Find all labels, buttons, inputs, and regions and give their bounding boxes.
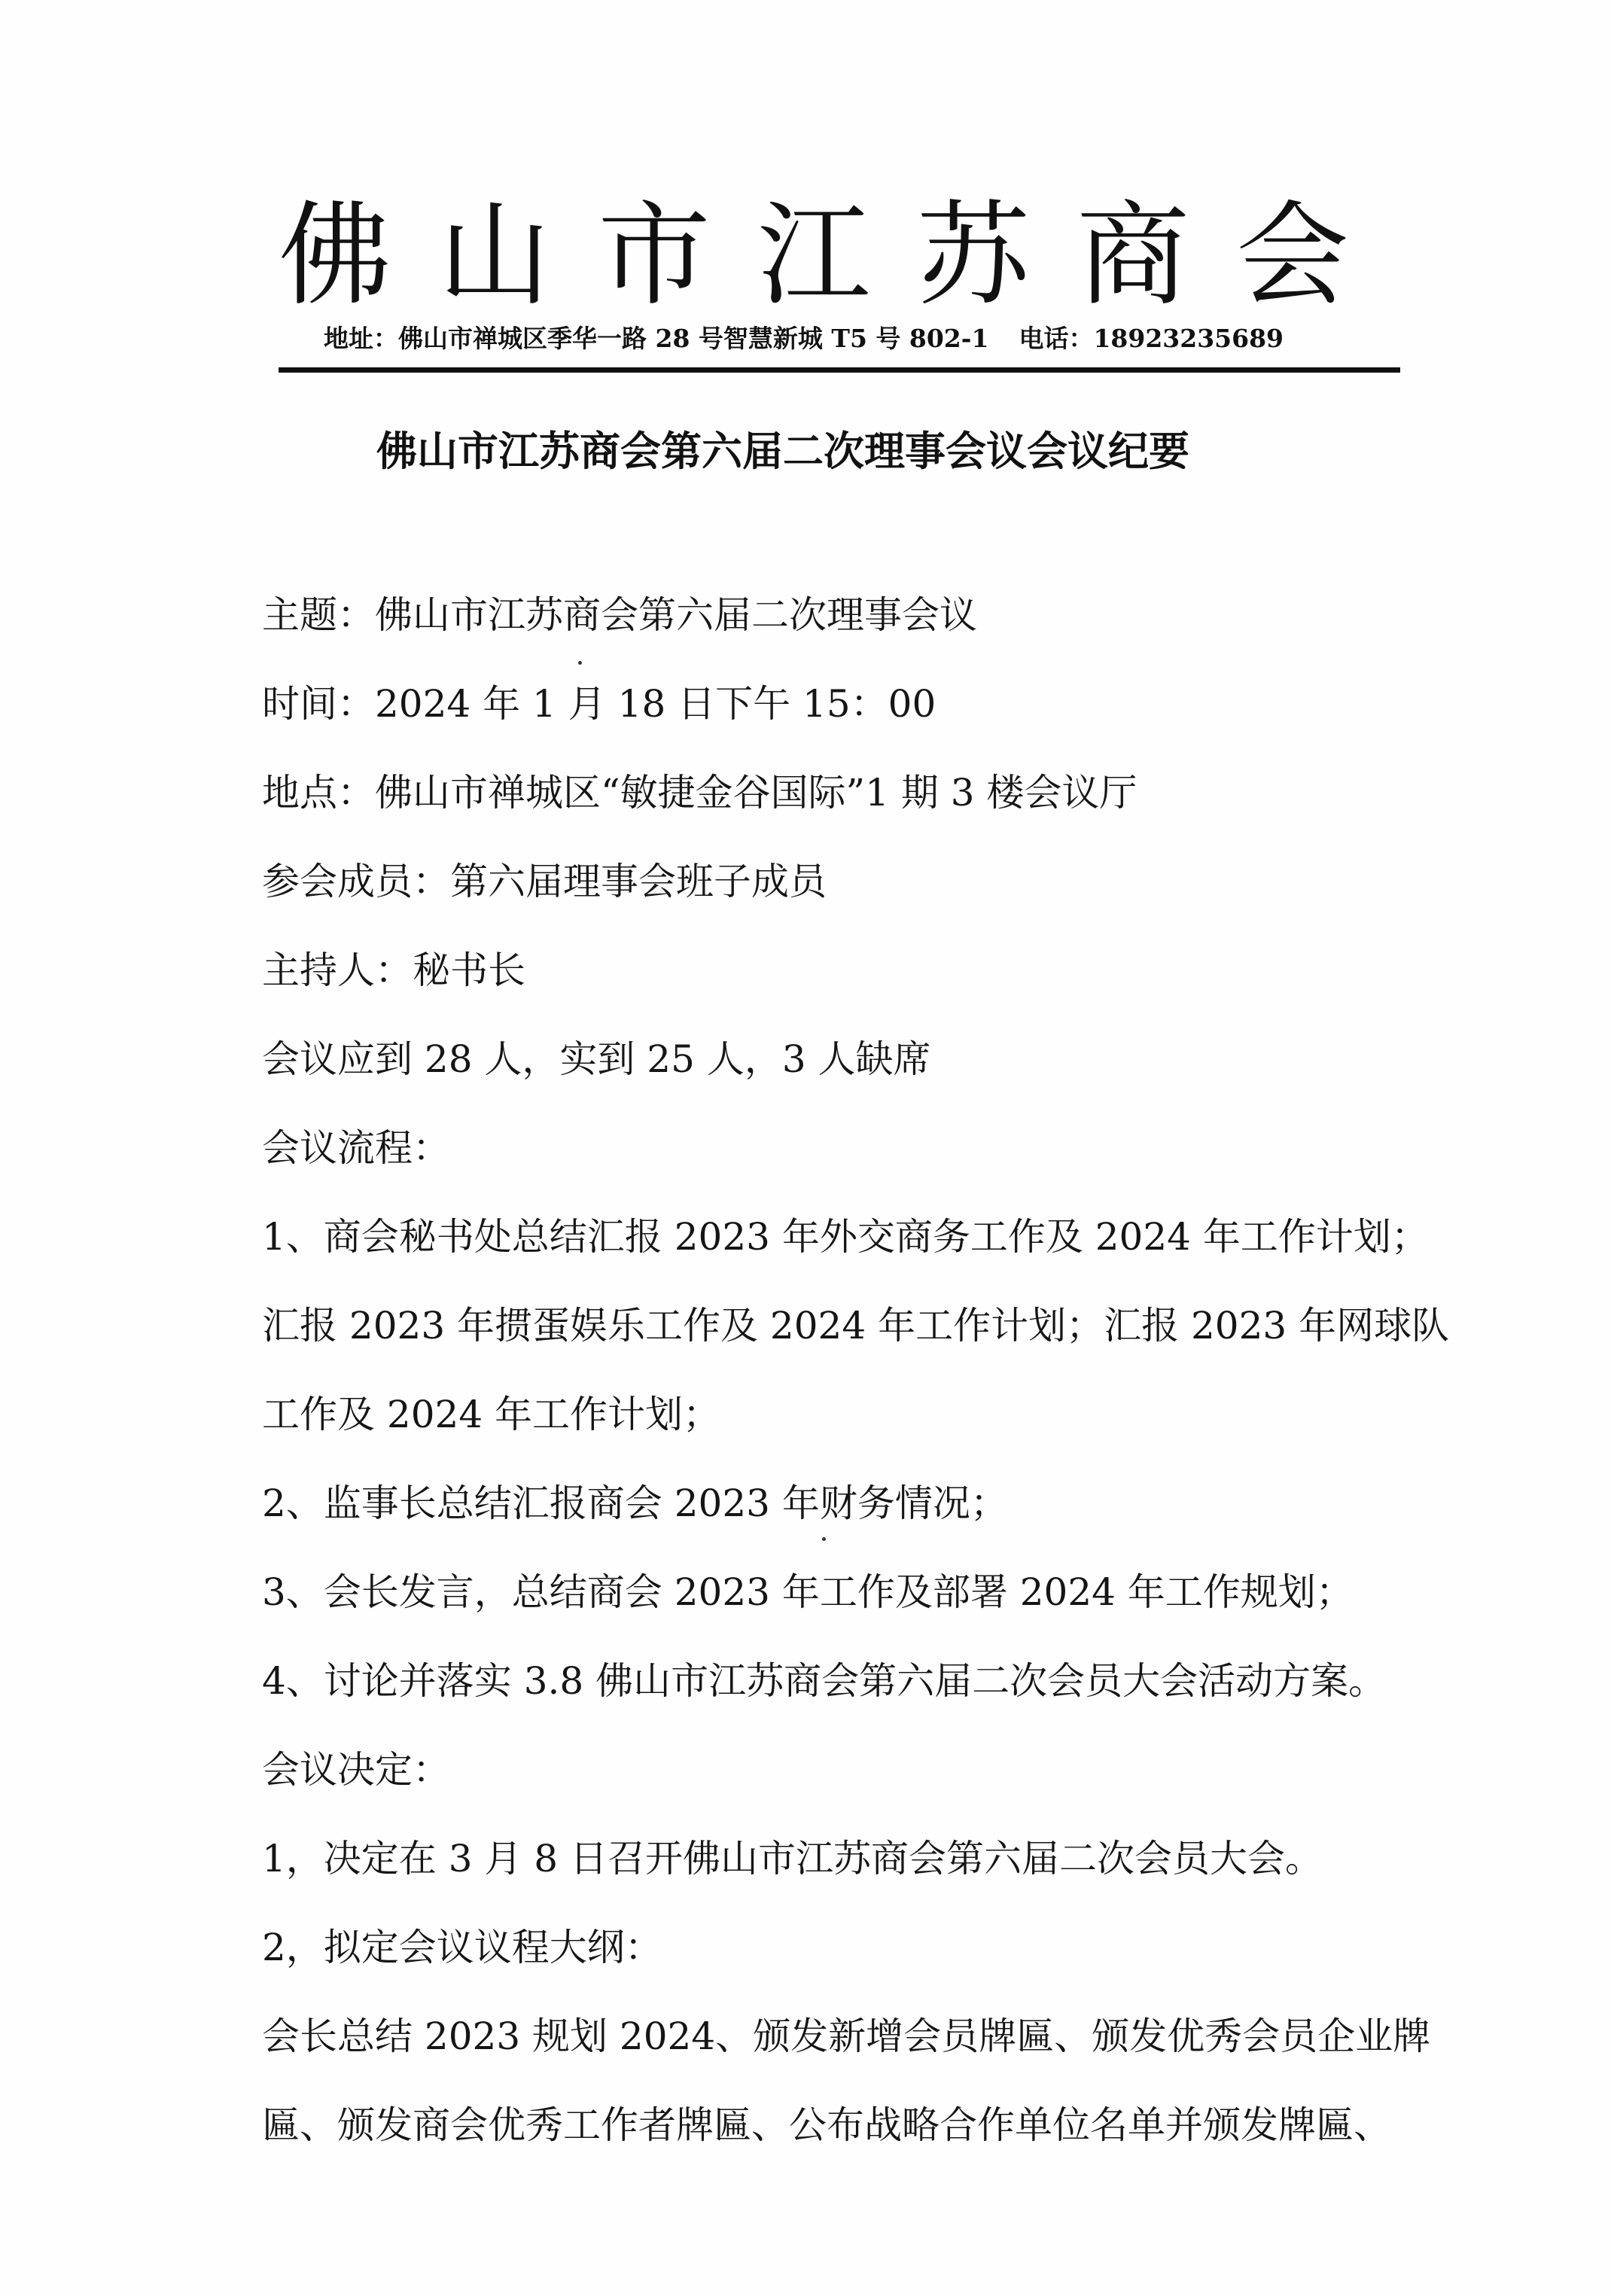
letterhead-phone: 电话：18923235689 bbox=[1019, 324, 1284, 353]
line-agenda-heading: 会议流程： bbox=[262, 1126, 450, 1170]
scan-speck bbox=[578, 661, 582, 665]
line-time: 时间：2024 年 1 月 18 日下午 15：00 bbox=[262, 682, 936, 726]
line-agenda-outline: 会长总结 2023 规划 2024、颁发新增会员牌匾、颁发优秀会员企业牌 bbox=[262, 2014, 1431, 2058]
letterhead-address: 地址：佛山市禅城区季华一路 28 号智慧新城 T5 号 802-1 bbox=[324, 324, 989, 353]
line-agenda-item-3: 3、会长发言，总结商会 2023 年工作及部署 2024 年工作规划； bbox=[262, 1570, 1354, 1614]
line-location: 地点：佛山市禅城区“敏捷金谷国际”1 期 3 楼会议厅 bbox=[262, 771, 1137, 815]
line-decision-2: 2，拟定会议议程大纲： bbox=[262, 1926, 662, 1969]
line-agenda-outline-cont: 匾、颁发商会优秀工作者牌匾、公布战略合作单位名单并颁发牌匾、 bbox=[262, 2103, 1391, 2147]
line-agenda-item-2: 2、监事长总结汇报商会 2023 年财务情况； bbox=[262, 1481, 1008, 1525]
letterhead-contact bbox=[324, 320, 1423, 358]
letterhead-divider bbox=[279, 367, 1400, 373]
line-agenda-item-1-cont: 汇报 2023 年掼蛋娱乐工作及 2024 年工作计划；汇报 2023 年网球队 bbox=[262, 1304, 1450, 1347]
line-decision-heading: 会议决定： bbox=[262, 1748, 450, 1792]
line-attendees: 参会成员：第六届理事会班子成员 bbox=[262, 860, 827, 903]
document-title: 佛山市江苏商会第六届二次理事会议会议纪要 bbox=[376, 428, 1189, 475]
line-host: 主持人：秘书长 bbox=[262, 949, 525, 992]
line-attendance: 会议应到 28 人，实到 25 人，3 人缺席 bbox=[262, 1037, 931, 1081]
letterhead-org-name: 佛山市江苏商会 bbox=[279, 190, 1396, 321]
line-agenda-item-1: 1、商会秘书处总结汇报 2023 年外交商务工作及 2024 年工作计划； bbox=[262, 1215, 1429, 1259]
scan-speck bbox=[822, 1537, 826, 1541]
line-decision-1: 1，决定在 3 月 8 日召开佛山市江苏商会第六届二次会员大会。 bbox=[262, 1837, 1323, 1880]
line-subject: 主题：佛山市江苏商会第六届二次理事会议 bbox=[262, 593, 977, 637]
line-agenda-item-1-cont2: 工作及 2024 年工作计划； bbox=[262, 1393, 721, 1436]
line-agenda-item-4: 4、讨论并落实 3.8 佛山市江苏商会第六届二次会员大会活动方案。 bbox=[262, 1659, 1387, 1703]
